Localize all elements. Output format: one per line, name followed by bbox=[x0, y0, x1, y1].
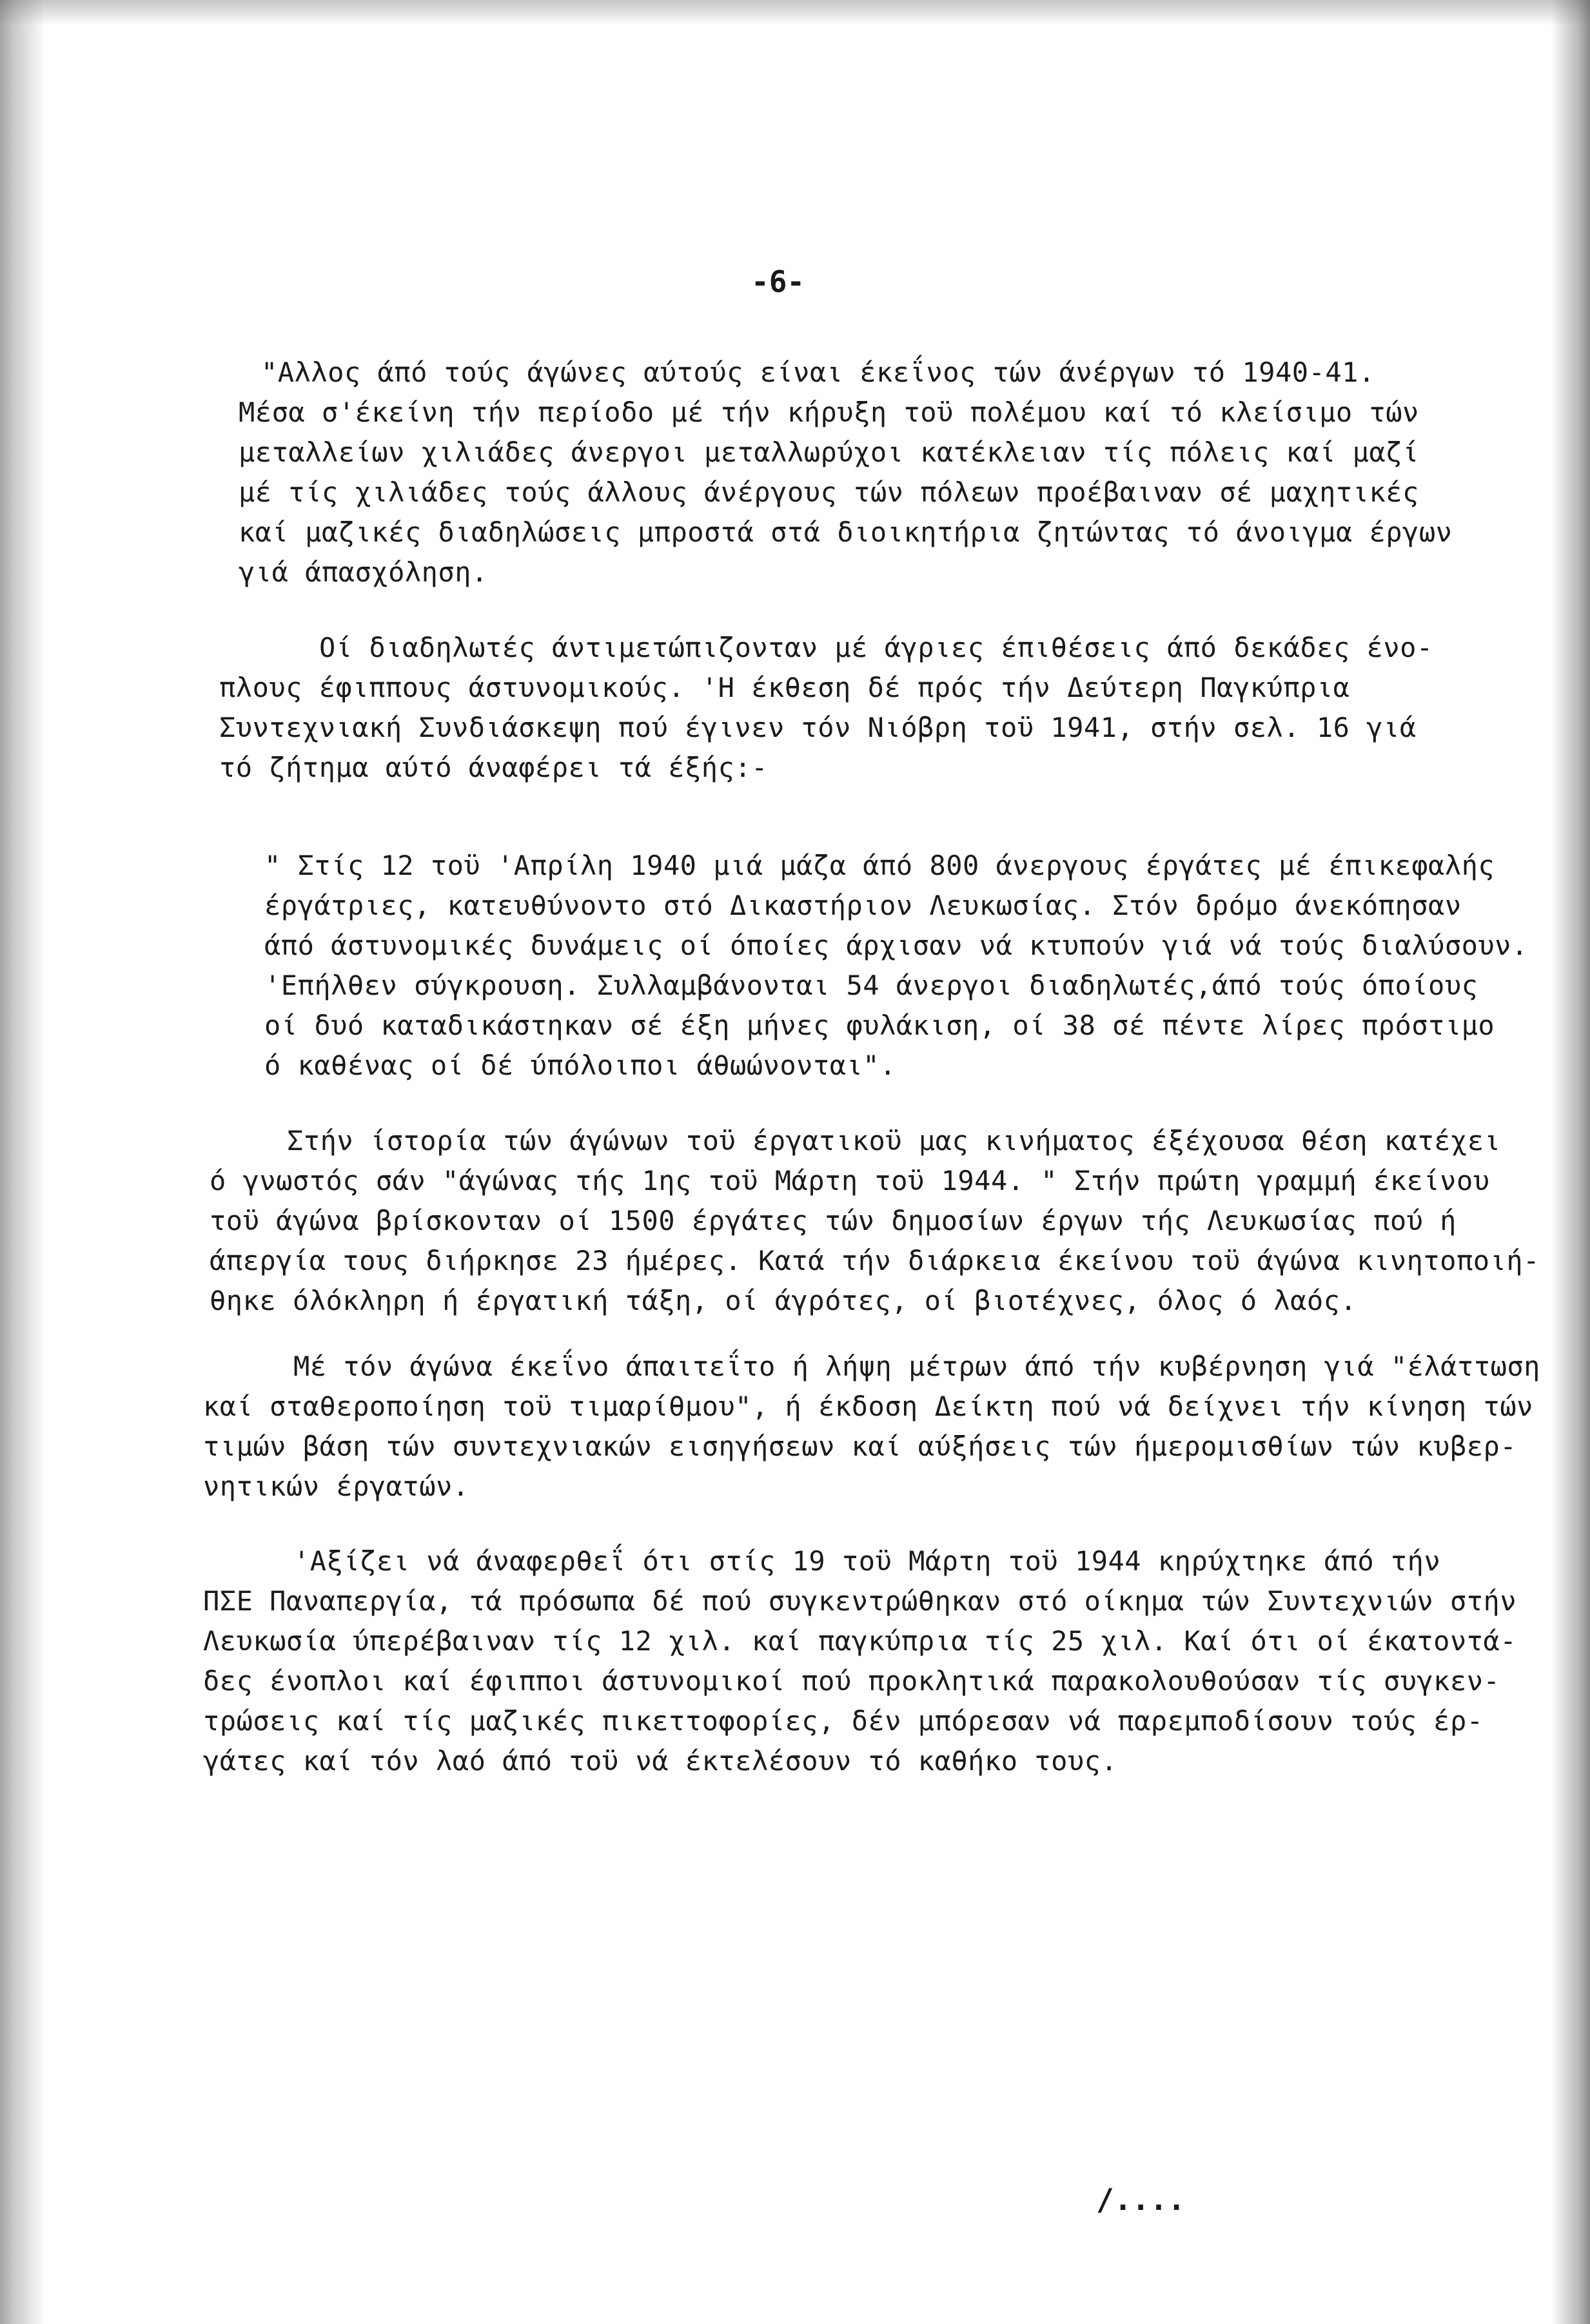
scan-edge-left bbox=[0, 0, 45, 2324]
paragraph-2-line-2: πλους έφιππους άστυνομικούς. 'Η έκθεση δέ πρός τήν Δεύτερη Παγκύπρια bbox=[219, 672, 1350, 703]
paragraph-5-line-1: Μέ τόν άγώνα έκεΐνο άπαιτεΐτο ή λήψη μέτρων άπό τήν κυβέρνηση γιά "έλάττωση bbox=[293, 1351, 1540, 1382]
paragraph-6-line-6: γάτες καί τόν λαό άπό τοϋ νά έκτελέσουν τό καθήκο τους. bbox=[203, 1745, 1118, 1777]
paragraph-2-line-4: τό ζήτημα αύτό άναφέρει τά έξής:- bbox=[219, 752, 768, 783]
quote-line-6: ό καθένας οί δέ ύπόλοιποι άθωώνονται". bbox=[264, 1050, 896, 1081]
page-number: -6- bbox=[751, 264, 805, 299]
paragraph-1-line-1: "Αλλος άπό τούς άγώνες αύτούς είναι έκεΐνος τών άνέργων τό 1940-41. bbox=[261, 356, 1375, 388]
paragraph-4-line-4: άπεργία τους διήρκησε 23 ήμέρες. Κατά τήν διάρκεια έκείνου τοϋ άγώνα κινητοποιή- bbox=[210, 1245, 1540, 1276]
paragraph-1-line-5: καί μαζικές διαδηλώσεις μπροστά στά διοικητήρια ζητώντας τό άνοιγμα έργων bbox=[239, 516, 1453, 548]
paragraph-1-line-4: μέ τίς χιλιάδες τούς άλλους άνέργους τών πόλεων προέβαιναν σέ μαχητικές bbox=[239, 476, 1419, 508]
scan-edge-right bbox=[1551, 0, 1590, 2324]
paragraph-6-line-5: τρώσεις καί τίς μαζικές πικεττοφορίες, δέν μπόρεσαν νά παρεμποδίσουν τούς έρ- bbox=[203, 1705, 1484, 1737]
scan-edge-top bbox=[0, 0, 1590, 26]
paragraph-6-line-2: ΠΣΕ Παναπεργία, τά πρόσωπα δέ πού συγκεντρώθηκαν στό οίκημα τών Συντεχνιών στήν bbox=[203, 1585, 1517, 1617]
paragraph-1-line-3: μεταλλείων χιλιάδες άνεργοι μεταλλωρύχοι κατέκλειαν τίς πόλεις καί μαζί bbox=[239, 436, 1419, 468]
quote-line-3: άπό άστυνομικές δυνάμεις οί όποίες άρχισαν νά κτυπούν γιά νά τούς διαλύσουν. bbox=[264, 930, 1528, 961]
paragraph-4-line-1: Στήν ίστορία τών άγώνων τοϋ έργατικοϋ μας κινήματος έξέχουσα θέση κατέχει bbox=[287, 1125, 1501, 1157]
quote-line-4: 'Επήλθεν σύγκρουση. Συλλαμβάνονται 54 άνεργοι διαδηλωτές,άπό τούς όποίους bbox=[264, 970, 1478, 1001]
quote-line-2: έργάτριες, κατευθύνοντο στό Δικαστήριον Λευκωσίας. Στόν δρόμο άνεκόπησαν bbox=[264, 890, 1462, 921]
paragraph-4-line-5: θηκε όλόκληρη ή έργατική τάξη, οί άγρότες, οί βιοτέχνες, όλος ό λαός. bbox=[210, 1285, 1357, 1316]
paragraph-4-line-3: τοϋ άγώνα βρίσκονταν οί 1500 έργάτες τών δημοσίων έργων τής Λευκωσίας πού ή bbox=[210, 1205, 1457, 1236]
paragraph-6-line-1: 'Αξίζει νά άναφερθεΐ ότι στίς 19 τοϋ Μάρτη τοϋ 1944 κηρύχτηκε άπό τήν bbox=[293, 1545, 1441, 1577]
paragraph-5-line-2: καί σταθεροποίηση τοϋ τιμαρίθμου", ή έκδοση Δείκτη πού νά δείχνει τήν κίνηση τών bbox=[203, 1391, 1533, 1422]
continuation-mark: /.... bbox=[1096, 2182, 1186, 2217]
paragraph-4-line-2: ό γνωστός σάν "άγώνας τής 1ης τοϋ Μάρτη τοϋ 1944. " Στήν πρώτη γραμμή έκείνου bbox=[210, 1165, 1490, 1196]
paragraph-2-line-1: Οί διαδηλωτές άντιμετώπιζονταν μέ άγριες έπιθέσεις άπό δεκάδες ένο- bbox=[319, 632, 1433, 663]
paragraph-1-line-2: Μέσα σ'έκείνη τήν περίοδο μέ τήν κήρυξη τοϋ πολέμου καί τό κλείσιμο τών bbox=[239, 396, 1419, 428]
paragraph-5-line-3: τιμών βάση τών συντεχνιακών εισηγήσεων καί αύξήσεις τών ήμερομισθίων τών κυβερ- bbox=[203, 1431, 1517, 1462]
paragraph-2-line-3: Συντεχνιακή Συνδιάσκεψη πού έγινεν τόν Νιόβρη τοϋ 1941, στήν σελ. 16 γιά bbox=[219, 712, 1417, 743]
paragraph-6-line-4: δες ένοπλοι καί έφιπποι άστυνομικοί πού προκλητικά παρακολουθούσαν τίς συγκεν- bbox=[203, 1665, 1500, 1697]
paragraph-5-line-4: νητικών έργατών. bbox=[203, 1470, 469, 1502]
quote-line-5: οί δυό καταδικάστηκαν σέ έξη μήνες φυλάκιση, οί 38 σέ πέντε λίρες πρόστιμο bbox=[264, 1010, 1495, 1041]
quote-line-1: " Στίς 12 τοϋ 'Απρίλη 1940 μιά μάζα άπό 800 άνεργους έργάτες μέ έπικεφαλής bbox=[264, 850, 1495, 881]
paragraph-1-line-6: γιά άπασχόληση. bbox=[239, 556, 488, 588]
paragraph-6-line-3: Λευκωσία ύπερέβαιναν τίς 12 χιλ. καί παγκύπρια τίς 25 χιλ. Καί ότι οί έκατοντά- bbox=[203, 1625, 1517, 1657]
